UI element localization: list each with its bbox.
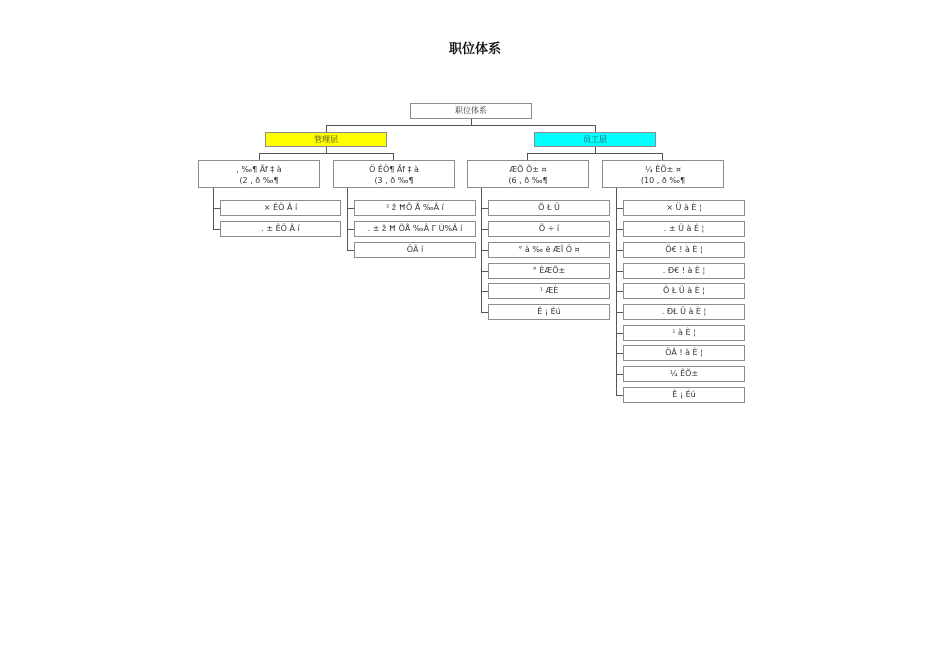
position-node	[623, 325, 745, 341]
connector	[481, 291, 488, 292]
connector	[481, 208, 488, 209]
group-node	[333, 160, 455, 188]
position-label: × Ü à È ¦	[666, 203, 702, 212]
group-line2: (6 , ð ‰¶	[508, 176, 548, 185]
connector	[616, 312, 623, 313]
group-node	[467, 160, 589, 188]
connector	[616, 229, 623, 230]
position-label: ¼ ÊÕ±	[669, 369, 699, 378]
connector	[326, 125, 596, 126]
connector	[662, 153, 663, 160]
position-label: . ± ÊÖ Â í	[261, 224, 300, 233]
position-node	[623, 263, 745, 279]
management-label: 管理层	[314, 135, 338, 144]
group-node	[198, 160, 320, 188]
connector	[616, 395, 623, 396]
group-line1: Ö ÊÖ¶ Ãf ‡ à	[369, 165, 419, 174]
position-label: ÖÂ í	[406, 245, 424, 254]
position-label: Ê ¡ Éú	[672, 390, 696, 399]
connector	[527, 153, 528, 160]
position-node	[488, 242, 610, 258]
position-node	[354, 200, 476, 216]
connector	[616, 208, 623, 209]
management-level-node	[265, 132, 387, 147]
staff-label: 员工层	[583, 135, 607, 144]
connector	[213, 229, 220, 230]
group-line2: (2 , ð ‰¶	[239, 176, 279, 185]
position-node	[488, 283, 610, 299]
position-label: ° à ‰ ë ÆÏ Ö ¤	[518, 245, 580, 254]
connector	[616, 374, 623, 375]
position-node	[220, 200, 341, 216]
position-label: ¹ ÆÈ	[539, 286, 559, 295]
connector	[481, 229, 488, 230]
connector	[527, 153, 663, 154]
connector	[616, 353, 623, 354]
position-label: ÖÂ ! à È ¦	[665, 348, 703, 357]
group-line2: (3 , ð ‰¶	[374, 176, 414, 185]
position-label: Õ Ł Ü	[538, 203, 560, 212]
position-label: × ÊÖ Â í	[263, 203, 298, 212]
connector	[347, 188, 348, 250]
position-node	[623, 345, 745, 361]
position-node	[354, 221, 476, 237]
position-node	[623, 366, 745, 382]
position-node	[623, 283, 745, 299]
connector	[616, 291, 623, 292]
connector	[481, 271, 488, 272]
root-label: 职位体系	[455, 106, 487, 115]
position-node	[488, 200, 610, 216]
connector	[347, 208, 354, 209]
connector	[616, 250, 623, 251]
connector	[326, 125, 327, 132]
connector	[347, 250, 354, 251]
connector	[259, 153, 394, 154]
position-label: . Ð€ ! à È ¦	[662, 266, 706, 275]
position-node	[623, 221, 745, 237]
position-node	[623, 242, 745, 258]
connector	[595, 125, 596, 132]
position-node	[488, 304, 610, 320]
position-node	[623, 200, 745, 216]
connector	[213, 208, 220, 209]
position-node	[488, 263, 610, 279]
position-node	[623, 304, 745, 320]
position-label: ¹ à È ¦	[672, 328, 696, 337]
position-label: Õ Ł Ü à È ¦	[662, 286, 705, 295]
position-label: Õ ÷ í	[538, 224, 560, 233]
connector	[616, 271, 623, 272]
position-label: Ê ¡ Éú	[537, 307, 561, 316]
position-label: . ± Ü à È ¦	[663, 224, 705, 233]
connector	[616, 333, 623, 334]
position-label: ° ÈÆÕ±	[532, 266, 566, 275]
group-line1: ÆÕ Õ± ¤	[509, 165, 547, 174]
position-node	[354, 242, 476, 258]
connector	[481, 250, 488, 251]
group-node	[602, 160, 724, 188]
group-line2: (10 , ð ‰¶	[640, 176, 686, 185]
connector	[347, 229, 354, 230]
position-label: ² ž ĦÕ Å ‰Â í	[386, 203, 444, 212]
connector	[259, 153, 260, 160]
position-node	[623, 387, 745, 403]
page-title: 职位体系	[448, 42, 501, 57]
position-node	[220, 221, 341, 237]
root-node	[410, 103, 532, 119]
group-line1: ¼ ÊÕ± ¤	[645, 165, 681, 174]
position-node	[488, 221, 610, 237]
position-label: . ± ž Ħ ÕÅ ‰Â Γ Ú%Â í	[367, 224, 463, 233]
connector	[393, 153, 394, 160]
position-label: . ÐŁ Ü à È ¦	[661, 307, 707, 316]
staff-level-node	[534, 132, 656, 147]
position-label: Õ€ ! à È ¦	[665, 245, 703, 254]
group-line1: , ‰¶ Ãf ‡ à	[236, 165, 282, 174]
connector	[481, 312, 488, 313]
